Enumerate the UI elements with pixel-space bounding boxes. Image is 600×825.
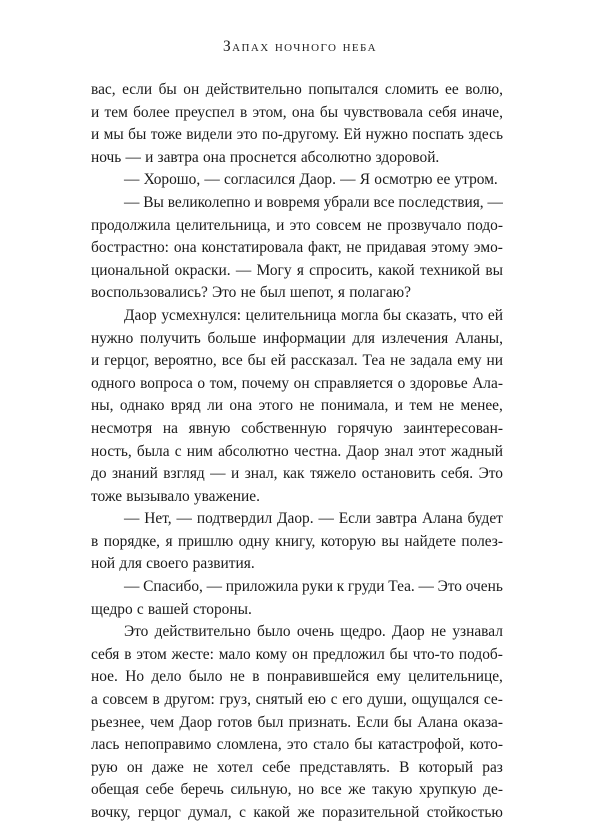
text-line: — Хорошо, — согласился Даор. — Я осмотрю ее утром. bbox=[124, 171, 498, 189]
text-line: тоже вызывало уважение. bbox=[91, 487, 260, 505]
body-text bbox=[91, 79, 503, 825]
text-line: а совсем в другом: груз, снятый ею с его души, ощущался се- bbox=[91, 691, 503, 709]
text-line: — Вы великолепно и вовремя убрали все последствия, — bbox=[124, 193, 503, 211]
text-line: вочку, герцог думал, с какой же поразительной стойкостью bbox=[91, 804, 503, 821]
text-line: вас, если бы он действительно попытался сломить ее волю, bbox=[91, 81, 503, 98]
text-line: ны, однако вряд ли она этого не понимала, и тем не менее, bbox=[91, 397, 503, 415]
text-line: ное. Но дело было не в понравившейся ему целительнице, bbox=[91, 668, 503, 686]
text-line: продолжила целительница, и это совсем не прозвучало подо- bbox=[91, 216, 503, 234]
text-line: — Нет, — подтвердил Даор. — Если завтра Алана будет bbox=[124, 510, 503, 528]
text-line: несмотря на явную собственную горячую заинтересован- bbox=[91, 419, 503, 437]
text-line: нужно получить больше информации для излечения Аланы, bbox=[91, 329, 503, 347]
text-line: обещая себе беречь сильную, но все же такую хрупкую де- bbox=[91, 781, 503, 799]
text-line: — Спасибо, — приложила руки к груди Теа. — Это очень bbox=[124, 578, 503, 596]
text-line: Это действительно было очень щедро. Даор не узнавал bbox=[124, 623, 503, 641]
text-line: щедро с вашей стороны. bbox=[91, 600, 252, 618]
text-line: бострастно: она констатировала факт, не придавая этому эмо- bbox=[91, 239, 503, 257]
running-head: Запах ночного неба bbox=[223, 38, 377, 55]
text-line: одного вопроса о том, почему он справляется о здоровье Ала- bbox=[91, 374, 503, 392]
text-line: себя в этом жесте: мало кому он предложил бы что-то подоб- bbox=[91, 645, 503, 663]
text-line: циональной окраски. — Могу я спросить, какой техникой вы bbox=[91, 261, 503, 279]
text-line: ночь — и завтра она проснется абсолютно здоровой. bbox=[91, 148, 440, 166]
text-line: в порядке, я пришлю одну книгу, которую вы найдете полез- bbox=[91, 532, 503, 550]
text-line: ность, была с ним абсолютно честна. Даор знал этот жадный bbox=[91, 442, 503, 460]
text-line: воспользовались? Это не был шепот, я полагаю? bbox=[91, 284, 411, 302]
text-line: до знаний взгляд — и знал, как тяжело остановить себя. Это bbox=[91, 465, 503, 483]
text-line: и мы бы тоже видели это по-другому. Ей нужно поспать здесь bbox=[91, 126, 503, 144]
text-line: Даор усмехнулся: целительница могла бы сказать, что ей bbox=[124, 306, 503, 324]
text-line: и тем более преуспел в этом, она бы чувствовала себя иначе, bbox=[91, 103, 503, 121]
text-line: лась непоправимо сломлена, это стало бы катастрофой, кото- bbox=[91, 736, 503, 754]
text-line: рую он даже не хотел себе представлять. В который раз bbox=[91, 758, 503, 776]
text-line: и герцог, вероятно, все бы ей рассказал. Теа не задала ему ни bbox=[91, 352, 503, 370]
text-line: рьезнее, чем Даор готов был признать. Если бы Алана оказа- bbox=[91, 713, 503, 731]
text-line: ной для своего развития. bbox=[91, 555, 255, 573]
